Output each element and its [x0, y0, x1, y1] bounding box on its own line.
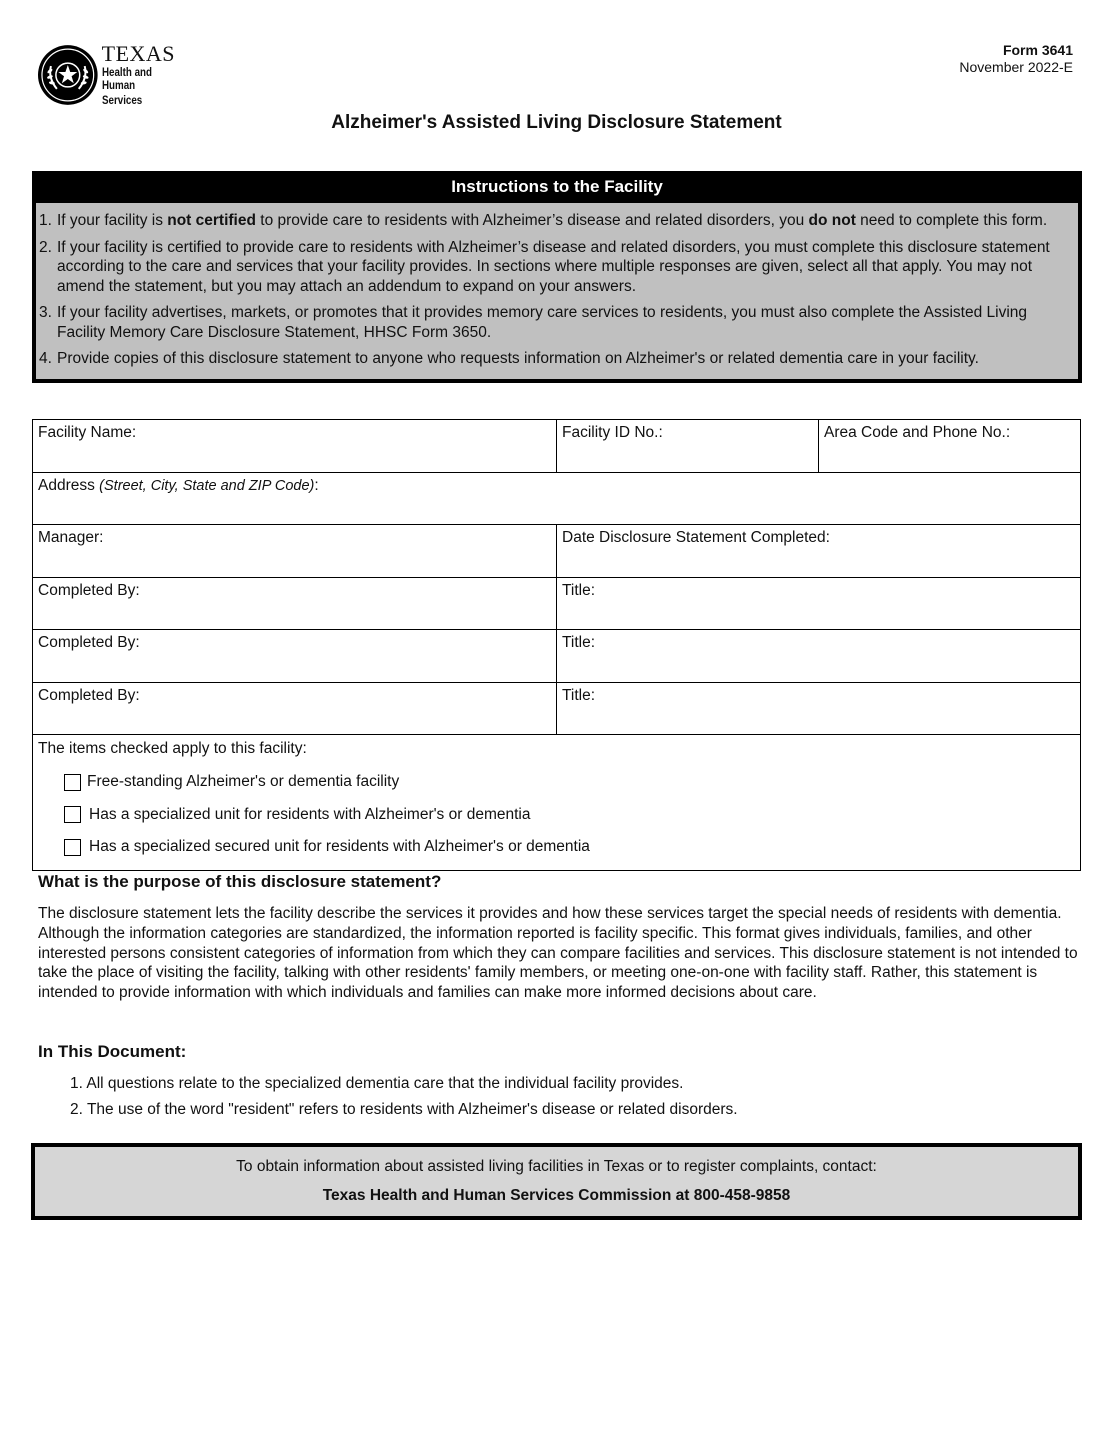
checkbox[interactable]: [64, 806, 81, 823]
checkbox-option-specialized-unit[interactable]: [38, 799, 1075, 832]
phone-label: Area Code and Phone No.:: [824, 424, 1011, 441]
date-completed-label: Date Disclosure Statement Completed:: [562, 529, 830, 546]
completed-by-label: Completed By:: [38, 634, 140, 651]
facility-id-label: Facility ID No.:: [562, 424, 663, 441]
form-row: [33, 630, 1080, 683]
instruction-item: [39, 238, 1070, 297]
contact-intro: To obtain information about assisted living facilities in Texas or to register complaints, contact:: [236, 1158, 877, 1175]
page-title: Alzheimer's Assisted Living Disclosure Statement: [331, 112, 782, 133]
title-label: Title:: [562, 634, 596, 651]
form-row: [33, 525, 1080, 578]
checklist-label: The items checked apply to this facility:: [38, 740, 307, 757]
completed-by-label: Completed By:: [38, 686, 140, 704]
form-meta: [959, 42, 1073, 76]
form-row: [33, 683, 1080, 736]
facility-name-field[interactable]: [33, 420, 557, 472]
title-field-2[interactable]: [557, 630, 1080, 682]
completed-by-label: Completed By:: [38, 581, 140, 599]
instructions-box: [32, 171, 1082, 383]
instruction-text: If your facility advertises, markets, or promotes that it provides memory care services to residents, you must also complete the Assisted Living Facility Memory Care Disclosure Statement, HHSC Form 3650.: [57, 304, 1027, 341]
form-number: Form 3641: [1002, 42, 1073, 58]
instruction-number: 2.: [39, 238, 52, 256]
texas-seal-icon: [37, 44, 99, 106]
purpose-heading: What is the purpose of this disclosure statement?: [38, 872, 442, 891]
instruction-text: If your facility is certified to provide care to residents with Alzheimer’s disease and related disorders, you must complete this disclosure statement according to the care and services that your facility provides. In sections where multiple responses are given, select all that apply. You may not amend the statement, but you may attach an addendum to expand on your answers.: [57, 238, 1050, 295]
completed-by-field-2[interactable]: [33, 630, 557, 682]
form-row: [33, 473, 1080, 526]
logo-texas-text: TEXAS: [101, 40, 176, 66]
title-label: Title:: [562, 686, 596, 704]
instruction-text: Provide copies of this disclosure statement to anyone who requests information on Alzheimer's or related dementia care in your facility.: [57, 350, 979, 367]
form-row: [33, 420, 1080, 473]
checkbox[interactable]: [64, 839, 81, 856]
form-date: November 2022-E: [959, 59, 1073, 75]
facility-info-form: [32, 419, 1081, 871]
date-completed-field[interactable]: [557, 525, 1080, 577]
list-item: 1. All questions relate to the specialized dementia care that the individual facility provides.: [70, 1075, 684, 1092]
logo-subtitle-line1: Health and Human: [101, 66, 152, 92]
phone-field[interactable]: [819, 420, 1080, 472]
instruction-item: [39, 303, 1070, 342]
instructions-heading: Instructions to the Facility: [32, 171, 1082, 203]
facility-name-label: Facility Name:: [38, 424, 137, 441]
contact-hhsc-phone: Texas Health and Human Services Commission at 800-458-9858: [322, 1187, 791, 1204]
checkbox-label: Has a specialized secured unit for residents with Alzheimer's or dementia: [89, 838, 590, 856]
instruction-item: [39, 349, 1070, 369]
facility-type-checklist: [33, 735, 1080, 870]
checkbox-label: Free-standing Alzheimer's or dementia facility: [87, 773, 400, 791]
title-label: Title:: [562, 581, 596, 599]
instruction-number: 4.: [39, 350, 52, 367]
contact-box: [31, 1143, 1082, 1220]
facility-id-field[interactable]: [557, 420, 819, 472]
manager-field[interactable]: [33, 525, 557, 577]
instruction-number: 1.: [39, 212, 52, 229]
form-row: [33, 578, 1080, 631]
checkbox-option-free-standing[interactable]: [38, 766, 1075, 799]
completed-by-field-1[interactable]: [33, 578, 557, 630]
completed-by-field-3[interactable]: [33, 683, 557, 735]
in-this-document-heading: In This Document:: [38, 1042, 187, 1061]
in-this-document-list: [70, 1074, 738, 1126]
checkbox-label: Has a specialized unit for residents with Alzheimer's or dementia: [89, 805, 531, 823]
instructions-list: [32, 203, 1082, 383]
checkbox-option-secured-unit[interactable]: [38, 831, 1075, 864]
address-field[interactable]: Address (Street, City, State and ZIP Code):: [38, 476, 319, 494]
address-hint: (Street, City, State and ZIP Code): [99, 477, 315, 494]
instruction-number: 3.: [39, 304, 52, 321]
title-field-3[interactable]: [557, 683, 1080, 735]
hhs-logo: [37, 40, 202, 107]
title-field-1[interactable]: [557, 578, 1080, 630]
manager-label: Manager:: [38, 529, 104, 546]
instruction-item: [39, 211, 1070, 231]
purpose-paragraph: The disclosure statement lets the facility describe the services it provides and how these services target the special needs of residents with dementia. Although the information categories are standardized, the information reported is facility specific. This format gives individuals, families, and other interested persons consistent categories of information from which they can compare facilities and services. This disclosure statement is not intended to take the place of visiting the facility, talking with other residents' family members, or meeting one-on-one with facility staff. Rather, this statement is intended to provide information with which individuals and families can make more informed decisions about care.: [38, 905, 1078, 1002]
list-item: 2. The use of the word "resident" refers to residents with Alzheimer's disease or related disorders.: [70, 1101, 738, 1118]
checkbox[interactable]: [64, 774, 81, 791]
logo-subtitle-line2: Services: [101, 94, 142, 107]
address-label: Address: [38, 476, 100, 494]
instruction-text: If your facility is not certified to provide care to residents with Alzheimer’s disease and related disorders, you do not need to complete this form.: [57, 212, 1048, 229]
